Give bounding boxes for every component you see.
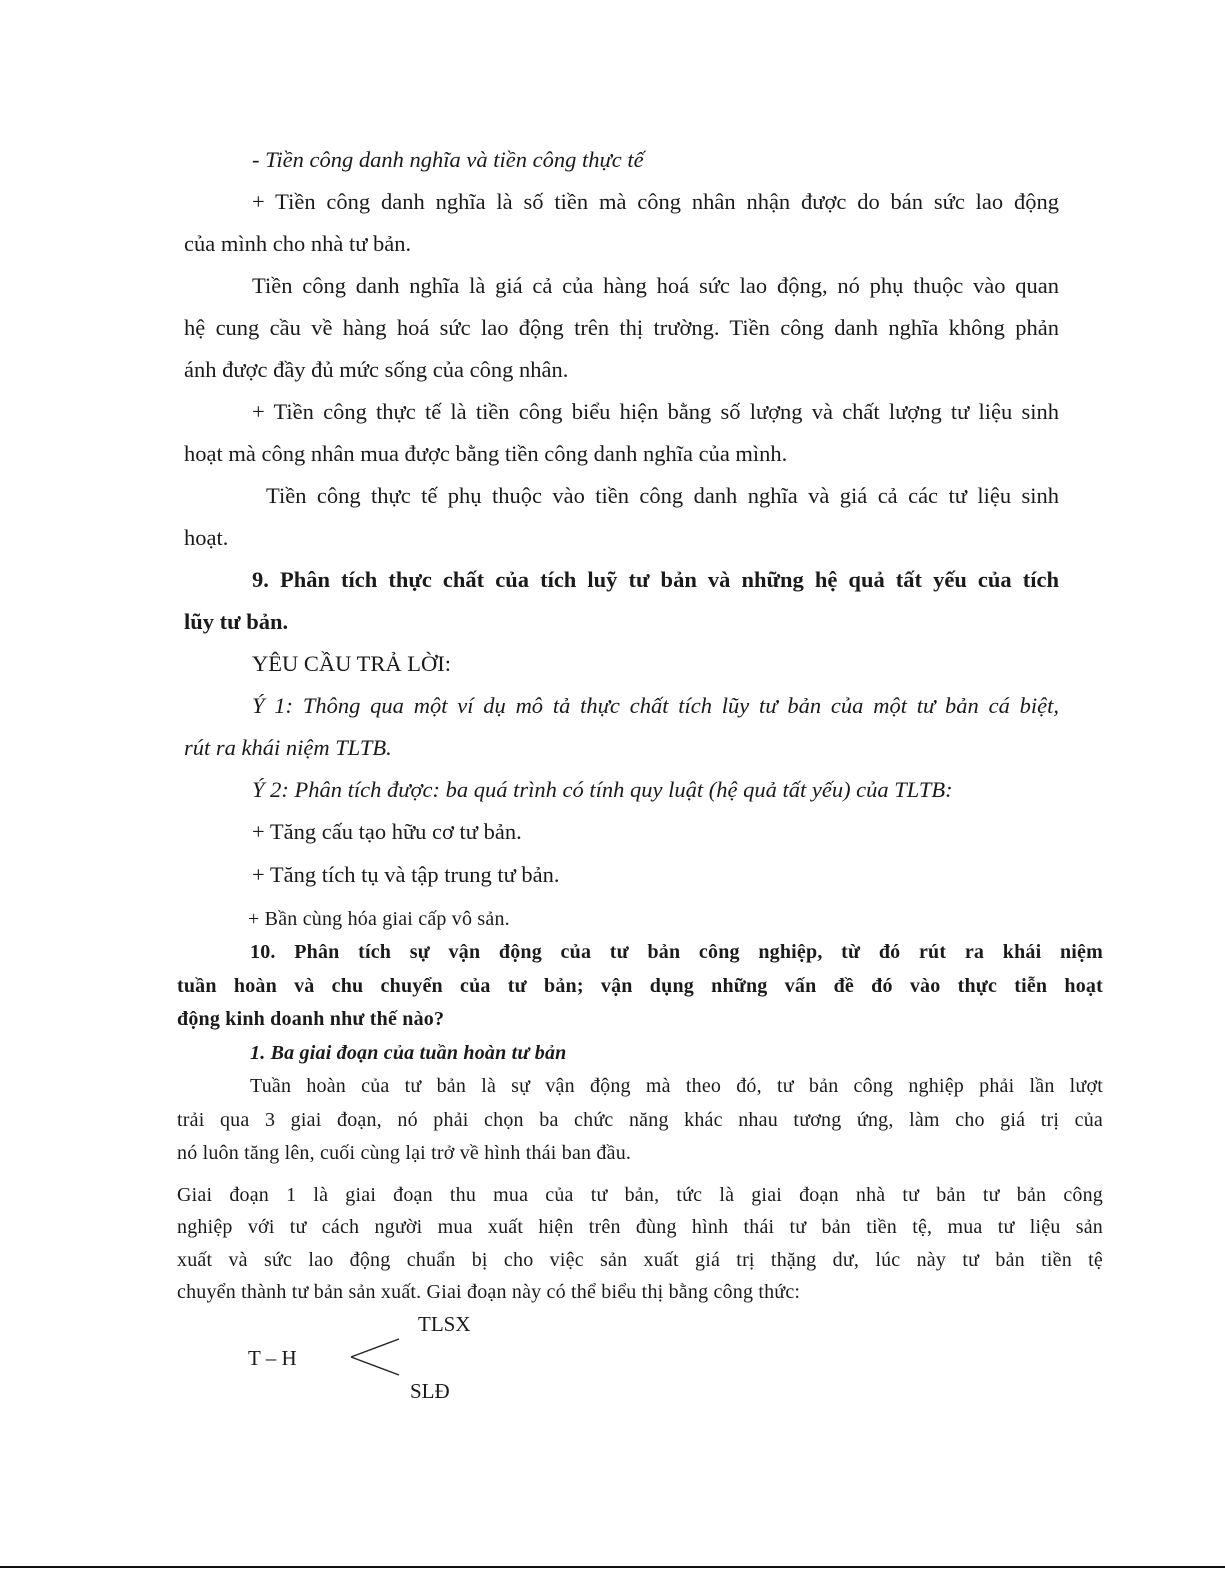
paragraph-line: Tuần hoàn của tư bản là sự vận động mà theo đó, tư bản công nghiệp phải lần lượt: [250, 1075, 1103, 1097]
formula-bottom-label: SLĐ: [410, 1379, 450, 1403]
paragraph-line: Tiền công danh nghĩa là giá cả của hàng hoá sức lao động, nó phụ thuộc vào quan: [252, 273, 1059, 298]
answer-heading: YÊU CẦU TRẢ LỜI:: [252, 651, 451, 676]
answer-point-1: Ý 1: Thông qua một ví dụ mô tả thực chất tích lũy tư bản của một tư bản cá biệt,: [252, 693, 1059, 718]
answer-point-2: Ý 2: Phân tích được: ba quá trình có tính quy luật (hệ quả tất yếu) của TLTB:: [252, 777, 953, 802]
paragraph-line: + Tiền công thực tế là tiền công biểu hiện bằng số lượng và chất lượng tư liệu sinh: [252, 399, 1059, 424]
subheading-wages: - Tiền công danh nghĩa và tiền công thực tế: [252, 147, 644, 172]
formula-left-term: T – H: [248, 1346, 297, 1370]
paragraph-line: Giai đoạn 1 là giai đoạn thu mua của tư bản, tức là giai đoạn nhà tư bản tư bản công: [177, 1184, 1103, 1206]
question-10-title: tuần hoàn và chu chuyển của tư bản; vận dụng những vấn đề đó vào thực tiễn hoạt: [177, 975, 1103, 997]
paragraph-line: chuyển thành tư bản sản xuất. Giai đoạn này có thể biểu thị bằng công thức:: [177, 1281, 801, 1303]
subsection-title: 1. Ba giai đoạn của tuần hoàn tư bản: [250, 1042, 567, 1064]
paragraph-line: nó luôn tăng lên, cuối cùng lại trở về hình thái ban đầu.: [177, 1142, 632, 1164]
question-9-title: 9. Phân tích thực chất của tích luỹ tư bản và những hệ quả tất yếu của tích: [252, 567, 1059, 592]
answer-point-1: rút ra khái niệm TLTB.: [184, 735, 392, 760]
paragraph-line: Tiền công thực tế phụ thuộc vào tiền công danh nghĩa và giá cả các tư liệu sinh: [266, 483, 1059, 508]
paragraph-line: hệ cung cầu về hàng hoá sức lao động trên thị trường. Tiền công danh nghĩa không phản: [184, 315, 1059, 340]
paragraph-line: trải qua 3 giai đoạn, nó phải chọn ba chức năng khác nhau tương ứng, làm cho giá trị của: [177, 1109, 1103, 1131]
paragraph-line: ánh được đầy đủ mức sống của công nhân.: [184, 357, 569, 382]
paragraph-line: xuất và sức lao động chuẩn bị cho việc sản xuất giá trị thặng dư, lúc này tư bản tiền tệ: [177, 1249, 1103, 1271]
question-10-title: động kinh doanh như thế nào?: [177, 1008, 445, 1030]
list-item: + Tăng tích tụ và tập trung tư bản.: [252, 862, 560, 887]
question-10-title: 10. Phân tích sự vận động của tư bản công nghiệp, từ đó rút ra khái niệm: [250, 941, 1103, 963]
paragraph-line: + Tiền công danh nghĩa là số tiền mà công nhân nhận được do bán sức lao động: [252, 189, 1059, 214]
question-9-title: lũy tư bản.: [184, 609, 289, 634]
paragraph-line: hoạt.: [184, 525, 229, 550]
list-item: + Tăng cấu tạo hữu cơ tư bản.: [252, 819, 522, 844]
list-item: + Bần cùng hóa giai cấp vô sản.: [248, 908, 510, 930]
page-bottom-border: [0, 1566, 1225, 1568]
formula-branch-lines: [345, 1335, 405, 1381]
paragraph-line: hoạt mà công nhân mua được bằng tiền công danh nghĩa của mình.: [184, 441, 788, 466]
paragraph-line: của mình cho nhà tư bản.: [184, 231, 412, 256]
formula-top-label: TLSX: [418, 1312, 471, 1336]
paragraph-line: nghiệp với tư cách người mua xuất hiện trên đùng hình thái tư bản tiền tệ, mua tư liệu sản: [177, 1216, 1103, 1238]
